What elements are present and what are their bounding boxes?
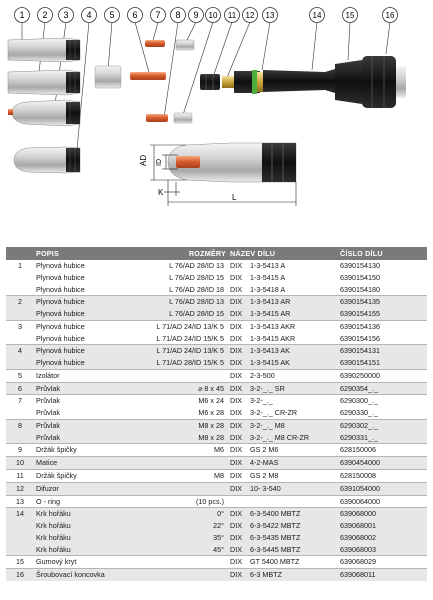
callout-label: 6 [132, 10, 138, 20]
cell-rozmery: 45° [134, 544, 228, 556]
cell-cislo: 639068001 [338, 520, 427, 532]
callout-10 [206, 8, 221, 23]
cell-item-number: 3 [6, 320, 34, 332]
callout-label: 16 [385, 11, 395, 20]
cell-popis: Plynová hubice [34, 320, 134, 332]
cell-rozmery: L 76/AD 28/ID 15 [169, 272, 224, 282]
cell-popis: Držák špičky [34, 470, 134, 483]
cell-nazev: GT 5400 MBTZ [248, 556, 338, 569]
cell-cislo: 6290302_._ [338, 419, 427, 431]
dim-label-id: ID [156, 159, 163, 166]
cell-cislo: 639068029 [338, 556, 427, 569]
cell-popis: Plynová hubice [36, 333, 85, 343]
callout-7 [151, 8, 166, 23]
cell-rozmery: 22° [134, 520, 228, 532]
cell-rozmery: M6 x 24 [134, 395, 228, 407]
cell-cislo: 6390154180 [340, 284, 380, 294]
table-row [6, 569, 427, 581]
cell-rozmery: L 71/AD 28/ID 15/K 5 [134, 357, 228, 369]
cell-item-number: 8 [6, 419, 34, 431]
cell-rozmery: 35° [134, 532, 228, 544]
cell-cislo: 639068002 [338, 532, 427, 544]
cell-rozmery: 0° [134, 508, 228, 520]
cell-item-number [6, 357, 34, 369]
cell-prefix: DIX [228, 457, 248, 470]
cell-cislo: 6390154131 [338, 345, 427, 357]
cell-popis: Krk hořáku [34, 532, 134, 544]
cell-cislo: 6390154130 [340, 261, 380, 270]
cell-prefix: DIX [228, 508, 248, 520]
cell-nazev: 2-3-500 [248, 369, 338, 382]
cell-item-number: 7 [6, 395, 34, 407]
cell-prefix [228, 495, 248, 508]
cell-nazev: 6-3-5445 MBTZ [248, 544, 338, 556]
cell-item-number: 14 [6, 508, 34, 520]
table-row [6, 482, 427, 495]
cell-nazev: 1-3-5415 A [250, 272, 286, 282]
cell-item-number [6, 532, 34, 544]
cell-rozmery: (10 pcs.) [134, 495, 228, 508]
cell-item-number [6, 272, 34, 284]
cell-nazev: 3-2-_._ M8 CR-ZR [248, 432, 338, 444]
cell-cislo: 6390154135 [338, 296, 427, 308]
cell-cislo: 6391054000 [338, 482, 427, 495]
cell-prefix: DIX [228, 382, 248, 395]
cell-cislo: 6390064000 [338, 495, 427, 508]
torch-neck [222, 56, 406, 108]
callout-label: 12 [245, 11, 255, 20]
cell-cislo: 6390154155 [338, 308, 427, 320]
cell-prefix: DIX [230, 272, 242, 282]
cell-popis: Plynová hubice [34, 357, 134, 369]
cell-prefix: DIX [228, 520, 248, 532]
cell-item-number: 6 [6, 382, 34, 395]
cell-cislo: 6390154136 [338, 320, 427, 332]
table-row [6, 556, 427, 569]
cell-nazev: 3-2-_._ CR-ZR [250, 408, 298, 418]
cell-popis: Plynová hubice [36, 261, 85, 270]
cell-prefix: DIX [228, 556, 248, 569]
table-row [6, 382, 427, 395]
cell-nazev: 3-2-_._ M8 [248, 419, 338, 431]
cell-nazev: 3-2-_._ [248, 395, 338, 407]
callout-label: 10 [208, 11, 218, 20]
cell-prefix: DIX [230, 284, 242, 294]
cell-item-number: 4 [6, 345, 34, 357]
cell-rozmery: L 71/AD 24/ID 15/K 5 [156, 333, 224, 343]
callout-label: 14 [312, 11, 322, 20]
cell-nazev: 10- 3-540 [248, 482, 338, 495]
cell-cislo: 639068011 [338, 569, 427, 581]
header-nazev: NÁZEV DÍLU [228, 247, 338, 260]
callout-label: 4 [86, 10, 92, 20]
cell-popis: O - ring [34, 495, 134, 508]
cell-rozmery [134, 569, 228, 581]
cell-item-number: 15 [6, 556, 34, 569]
cell-popis: Průvlak [36, 408, 60, 418]
cell-nazev: 6-3-5400 MBTZ [248, 508, 338, 520]
header-rozmery: ROZMĚRY [134, 247, 228, 260]
cell-rozmery [134, 457, 228, 470]
cell-item-number: 1 [18, 261, 22, 270]
callout-2 [38, 8, 53, 23]
cell-cislo: 6290331_._ [338, 432, 427, 444]
cell-cislo: 639068003 [338, 544, 427, 556]
contact-tip-6 [130, 72, 166, 80]
cell-item-number: 12 [6, 482, 34, 495]
cell-prefix: DIX [228, 357, 248, 369]
cell-prefix: DIX [228, 569, 248, 581]
cell-cislo: 6390154150 [340, 272, 380, 282]
cell-item-number: 13 [6, 495, 34, 508]
cell-nazev: 6-3-5435 MBTZ [248, 532, 338, 544]
table-row [6, 308, 427, 320]
contact-tip-7 [145, 40, 165, 47]
cell-popis: Průvlak [34, 419, 134, 431]
o-ring [252, 70, 257, 94]
cell-rozmery: ⌀ 8 x 45 [134, 382, 228, 395]
table-row [6, 395, 427, 407]
cell-rozmery [134, 556, 228, 569]
callout-14 [310, 8, 325, 23]
callout-label: 9 [193, 10, 199, 20]
cell-rozmery: M8 [134, 470, 228, 483]
cell-nazev: 1-3-5413 A [250, 261, 286, 270]
gas-nozzle-2 [8, 70, 80, 95]
parts-table-body [6, 260, 427, 581]
table-row [6, 333, 427, 345]
cell-item-number: 9 [6, 444, 34, 457]
callout-16 [383, 8, 398, 23]
dim-label-k: K [158, 188, 164, 197]
cell-prefix: DIX [228, 532, 248, 544]
parts-table [6, 247, 427, 581]
cell-item-number: 16 [6, 569, 34, 581]
cell-rozmery: L 76/AD 28/ID 15 [134, 308, 228, 320]
cell-nazev: GS 2 M8 [248, 470, 338, 483]
table-row [6, 544, 427, 556]
cell-popis: Gumový kryt [34, 556, 134, 569]
cell-popis: Difuzor [34, 482, 134, 495]
cell-rozmery [134, 369, 228, 382]
cell-item-number: 5 [6, 369, 34, 382]
cell-nazev: 1-3-5415 AR [248, 308, 338, 320]
parts-illustration [0, 0, 433, 245]
callout-label: 1 [19, 10, 25, 20]
cell-popis: Plynová hubice [34, 296, 134, 308]
cell-cislo: 628150006 [338, 444, 427, 457]
table-row [6, 419, 427, 431]
cell-prefix: DIX [228, 444, 248, 457]
cell-cislo: 6390154156 [340, 333, 380, 343]
table-row [6, 444, 427, 457]
cell-nazev: 1-3-5415 AK [248, 357, 338, 369]
cell-rozmery [134, 482, 228, 495]
cell-popis: Šroubovací koncovka [34, 569, 134, 581]
cell-cislo: 6290354_._ [338, 382, 427, 395]
cell-nazev: 3-2-_._ SR [248, 382, 338, 395]
tip-holder-11 [174, 113, 192, 123]
callout-12 [243, 8, 258, 23]
gas-nozzle-1 [8, 38, 80, 62]
table-row [6, 470, 427, 483]
cell-item-number: 10 [6, 457, 34, 470]
table-row [6, 407, 427, 419]
cell-item-number: 2 [6, 296, 34, 308]
cell-prefix: DIX [228, 308, 248, 320]
callout-label: 13 [265, 11, 275, 20]
table-row [6, 284, 427, 296]
cell-nazev: GS 2 M6 [248, 444, 338, 457]
cell-nazev: 1-3-5418 A [250, 284, 286, 294]
cell-prefix: DIX [228, 395, 248, 407]
callout-13 [263, 8, 278, 23]
callout-label: 11 [227, 11, 237, 20]
cell-prefix: DIX [228, 470, 248, 483]
cell-prefix: DIX [228, 419, 248, 431]
cell-nazev [248, 495, 338, 508]
table-row [6, 457, 427, 470]
gas-nozzle-3 [8, 100, 80, 126]
cell-nazev: 6-3 MBTZ [248, 569, 338, 581]
cell-popis: Krk hořáku [34, 520, 134, 532]
table-row [6, 296, 427, 308]
callout-label: 2 [42, 10, 48, 20]
table-row [6, 495, 427, 508]
callout-label: 5 [109, 10, 115, 20]
cell-cislo: 6290330_._ [340, 408, 378, 418]
cell-popis: Izolátor [34, 369, 134, 382]
table-row [6, 345, 427, 357]
callout-15 [343, 8, 358, 23]
callout-label: 3 [63, 10, 69, 20]
cell-nazev: 4-2-MAS [248, 457, 338, 470]
cell-rozmery: M6 x 28 [198, 408, 224, 418]
cell-prefix: DIX [228, 296, 248, 308]
cell-popis: Držák špičky [34, 444, 134, 457]
cell-nazev: 1-3-5415 AKR [250, 333, 296, 343]
cell-item-number [6, 308, 34, 320]
table-row [6, 508, 427, 520]
cell-popis: Krk hořáku [34, 544, 134, 556]
cell-item-number [6, 284, 34, 296]
cell-item-number [6, 544, 34, 556]
cell-nazev: 6-3-5422 MBTZ [248, 520, 338, 532]
cell-rozmery: L 71/AD 24/ID 13/K 5 [134, 320, 228, 332]
cell-rozmery: L 76/AD 28/ID 18 [169, 284, 224, 294]
cell-item-number: 11 [6, 470, 34, 483]
cell-cislo: 628150008 [338, 470, 427, 483]
cell-cislo: 639068000 [338, 508, 427, 520]
cell-popis: Plynová hubice [34, 345, 134, 357]
dim-label-l: L [232, 193, 237, 202]
cell-rozmery: L 71/AD 24/ID 13/K 5 [134, 345, 228, 357]
cell-nazev: 1-3-5413 AKR [248, 320, 338, 332]
callout-label: 7 [155, 10, 161, 20]
callout-9 [189, 8, 204, 23]
callout-6 [128, 8, 143, 23]
cell-popis: Průvlak [34, 432, 134, 444]
cell-popis: Matice [34, 457, 134, 470]
callout-3 [59, 8, 74, 23]
cell-popis: Průvlak [34, 382, 134, 395]
cell-prefix: DIX [228, 482, 248, 495]
cell-prefix: DIX [230, 333, 242, 343]
callout-4 [82, 8, 97, 23]
cell-prefix: DIX [228, 544, 248, 556]
table-row [6, 369, 427, 382]
table-header-row [6, 247, 427, 260]
table-row [6, 320, 427, 332]
cell-popis: Plynová hubice [36, 284, 85, 294]
cell-nazev: 1-3-5413 AK [248, 345, 338, 357]
table-row [6, 260, 427, 272]
cell-rozmery: M6 [134, 444, 228, 457]
cell-popis: Plynová hubice [36, 272, 85, 282]
dimension-drawing [139, 143, 296, 206]
table-row [6, 520, 427, 532]
callout-11 [225, 8, 240, 23]
cell-prefix: DIX [228, 320, 248, 332]
cell-rozmery: M8 x 28 [134, 419, 228, 431]
cell-rozmery: L 76/AD 28/ID 13 [169, 261, 224, 270]
callout-label: 15 [345, 11, 355, 20]
table-row [6, 357, 427, 369]
cell-rozmery: L 76/AD 28/ID 13 [134, 296, 228, 308]
callout-label: 8 [175, 10, 181, 20]
table-row [6, 432, 427, 444]
cell-prefix: DIX [230, 408, 242, 418]
cell-popis: Plynová hubice [34, 308, 134, 320]
cell-prefix: DIX [228, 345, 248, 357]
gas-nozzle-4 [14, 147, 80, 173]
insulator [95, 66, 121, 88]
tip-holder-9 [176, 40, 194, 50]
contact-tip-8 [146, 114, 168, 122]
table-row [6, 532, 427, 544]
cell-cislo: 6390250000 [338, 369, 427, 382]
header-popis: POPIS [34, 247, 134, 260]
exploded-view-drawing [0, 0, 433, 245]
cell-cislo: 6290300_._ [338, 395, 427, 407]
cell-item-number [6, 333, 34, 345]
cell-item-number [6, 432, 34, 444]
callout-5 [105, 8, 120, 23]
cell-cislo: 6390154151 [338, 357, 427, 369]
cell-popis: Krk hořáku [34, 508, 134, 520]
header-num [6, 247, 34, 260]
cell-prefix: DIX [228, 369, 248, 382]
cell-cislo: 6390454000 [338, 457, 427, 470]
callout-circles [15, 8, 398, 23]
dim-label-ad: AD [139, 154, 148, 166]
nut [200, 74, 220, 90]
header-cislo: ČÍSLO DÍLU [338, 247, 427, 260]
cell-prefix: DIX [230, 261, 242, 270]
table-row [6, 272, 427, 284]
callout-8 [171, 8, 186, 23]
callout-1 [15, 8, 30, 23]
cell-nazev: 1-3-5413 AR [248, 296, 338, 308]
cell-rozmery: M8 x 28 [134, 432, 228, 444]
cell-prefix: DIX [228, 432, 248, 444]
cell-item-number [6, 407, 34, 419]
cell-item-number [6, 520, 34, 532]
cell-popis: Průvlak [34, 395, 134, 407]
